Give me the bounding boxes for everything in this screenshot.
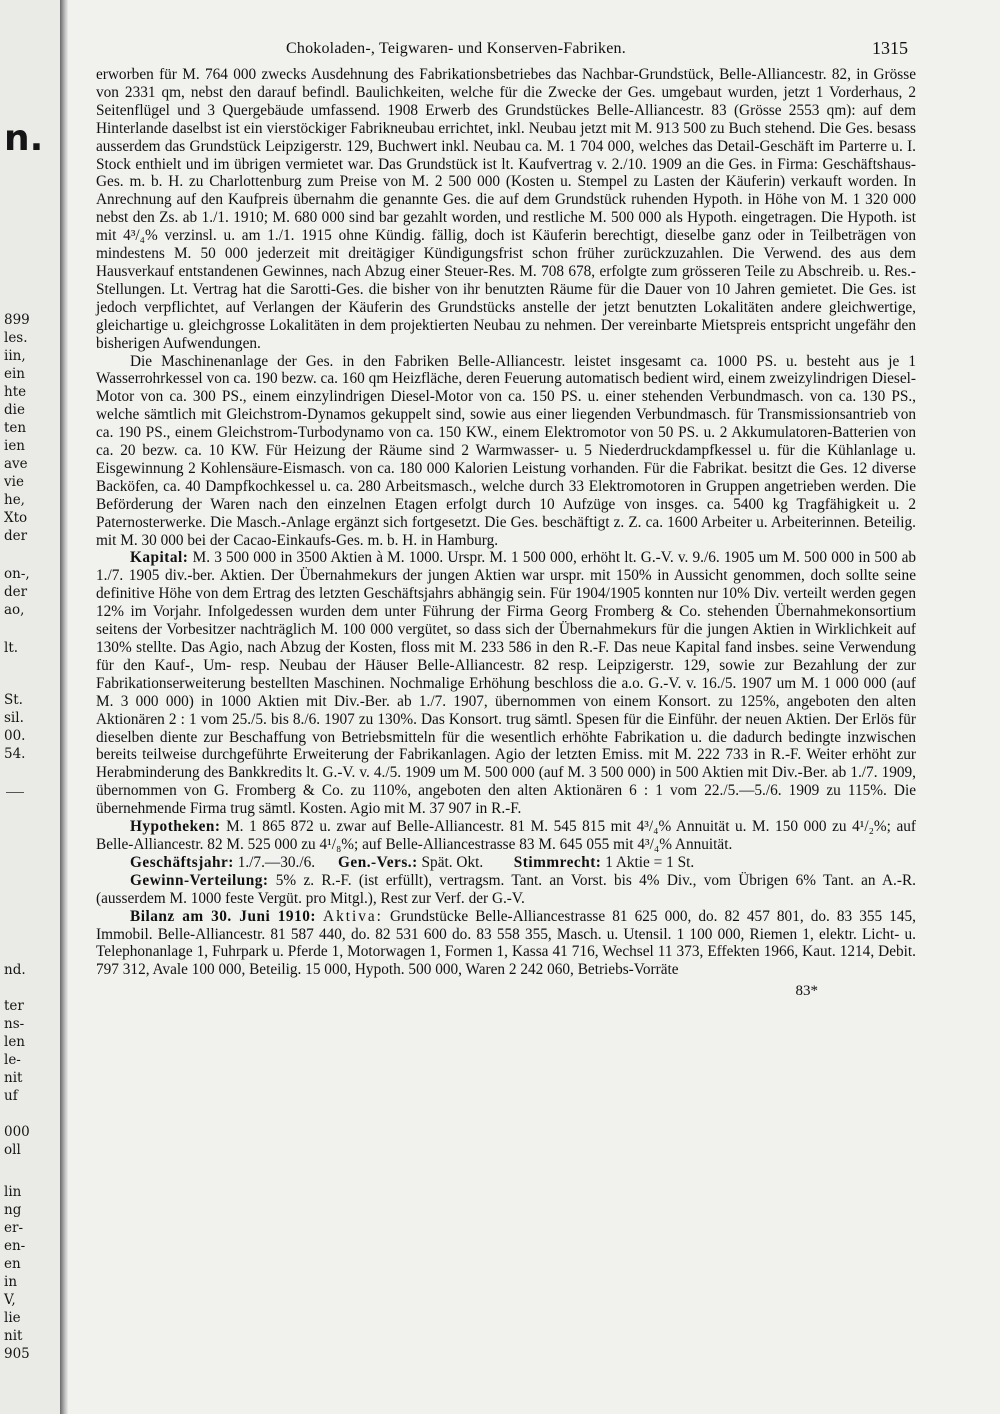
gutter-text: en- xyxy=(4,1238,26,1254)
gutter-text: ein xyxy=(4,366,26,382)
gutter-text: 905 xyxy=(4,1346,30,1362)
gutter-text: lie xyxy=(4,1310,21,1326)
section-heading: Gen.-Vers.: xyxy=(338,853,418,871)
paragraph-capital xyxy=(96,549,916,818)
balance-label: Aktiva: xyxy=(323,907,383,925)
paragraph-balance-sheet xyxy=(96,908,916,980)
gutter-text: 00. xyxy=(4,728,26,744)
body-text xyxy=(96,66,916,979)
gutter-text: ten xyxy=(4,420,27,436)
section-heading: Hypotheken: xyxy=(130,818,221,836)
paragraph-text: M. 3 500 000 in 3500 Aktien à M. 1000. Urspr. M. 1 500 000, erhöht lt. G.-V. v. 9./6. 1905 um M. 500 000 in 500 ab 1./7. 1905 div.-ber. Aktien. Der Übernahmekurs der jungen Aktien war urspr. mit 150% in Aussicht genommen, doch sollte seine definitive Höhe von dem Ertrag des letzten Geschäftsjahrs abhängig sein. Für 1904/1905 konnten nur 10% Div. verteilt werden gegen 12% im Vorjahr. Infolgedessen wurden dem unter Führung der Firma Georg Fromberg & Co. stehenden Übernahmekonsortium seitens der Vorbesitzer nachträglich M. 100 000 vergütet, so dass sich der Übernahmekurs für die jungen Aktien in Wirklichkeit auf 130% stellte. Das Agio, nach Abzug der Kosten, floss mit M. 233 586 in den R.-F. Das neue Kapital fand insbes. seine Verwendung für den Kauf-, Um- resp. Neubau der Häuser Belle-Alliancestr. 82 resp. Leipzigerstr. 129, sowie zur Bezahlung der zur Fabrikationserweiterung bestellten Maschinen. Nochmalige Erhöhung beschloss die a.o. G.-V. v. 16./5. 1907 um M. 1 000 000 (auf M. 3 000 000) in 1000 Aktien mit Div.-Ber. ab 1./7. 1907, übernommen von einem Konsort. zu 125%, angeboten den alten Aktionären 2 : 1 vom 25./5. bis 8./6. 1907 zu 130%. Das Konsort. trug sämtl. Spesen für die Einführ. der neuen Aktien. Der Erlös für dieselben diente zur Beschaffung von Betriebsmitteln für die wesentlich erhöhte Fabrikation u. die dadurch bedingte inzwischen bereits teilweise durchgeführte Erweiterung der Fabrikanlagen. Agio der letzten Emiss. mit M. 222 733 in R.-F. Weiter erhöht zur Herabminderung des Bankkredits lt. G.-V. v. 4./5. 1909 um M. 500 000 (auf M. 3 500 000) in 500 Aktien mit Div.-Ber. ab 1./7. 1909, übernommen von G. Fromberg & Co. zu 110%, angeboten den alten Aktionären 6 : 1 vom 22./5.—5./6. 1909 zu 115%. Die übernehmende Firma trug sämtl. Kosten. Agio mit M. 37 907 in R.-F. xyxy=(96,549,917,818)
gutter-text: nit xyxy=(4,1328,23,1344)
gutter-text: ao, xyxy=(4,602,25,618)
paragraph-mortgages xyxy=(96,818,916,854)
gutter-text: 54. xyxy=(4,746,26,762)
gutter-text: nd. xyxy=(4,962,26,978)
paragraph-text: M. 1 865 872 u. zwar auf Belle-Alliancestr. 81 M. 545 815 mit 4³/₄% Annuität u. M. 150 000 zu 4¹/₂%; auf Belle-Alliancestr. 82 M. 525 000 zu 4¹/₈%; auf Belle-Alliancestrasse 83 M. 645 055 mit 4³/₄% Annuität. xyxy=(96,818,917,853)
section-heading: Geschäftsjahr: xyxy=(130,853,234,871)
section-heading: Kapital: xyxy=(130,549,189,567)
gutter-text: he, xyxy=(4,492,25,508)
paragraph-text: erworben für M. 764 000 zwecks Ausdehnung des Fabrikationsbetriebes das Nachbar-Grundstück, Belle-Alliancestr. 82, in Grösse von 2331 qm, nebst den darauf befindl. Baulichkeiten, welche für die Zwecke der Ges. umgebaut wurden, jetzt 1 Vorderhaus, 2 Seitenflügel und 3 Quergebäude umfassend. 1908 Erwerb des Grundstückes Belle-Alliancestr. 83 (Grösse 2553 qm): auf dem Hinterlande daselbst ist ein vierstöckiger Fabrikneubau errichtet, inkl. Neubau jetzt mit M. 913 500 zu Buch stehend. Die Ges. besass ausserdem das Grundstück Leipzigerstr. 129, Buchwert inkl. Neubau ca. M. 1 704 000, welches das Detail-Geschäft im Parterre u. I. Stock enthielt und im übrigen vermietet war. Das Grundstück ist lt. Kaufvertrag v. 2./10. 1909 an die Ges. in Firma: Geschäftshaus-Ges. m. b. H. zu Charlottenburg zum Preise von M. 2 500 000 (Kosten u. Stempel zu Lasten der Käuferin) verkauft worden. In Anrechnung auf den Kaufpreis übernahm die genannte Ges. die auf dem Grundstück ruhenden Hypoth. in Höhe von M. 1 320 000 nebst den Zs. ab 1./1. 1910; M. 680 000 sind bar gezahlt worden, und restliche M. 500 000 als Hypoth. eingetragen. Die Hypoth. ist mit 4³/₄% verzinsl. u. am 1./1. 1915 ohne Kündig. fällig, doch ist Käuferin berechtigt, dieselbe ganz oder in Teilbeträgen von mindestens M. 50 000 jederzeit mit dreitägiger Kündigungsfrist schon früher zurückzuzahlen. Die Verwend. des aus dem Hausverkauf entstandenen Gewinnes, nach Abzug einer Steuer-Res. M. 708 678, erfolgte zum grösseren Teile zu Abschreib. u. Res.-Stellungen. Lt. Vertrag hat die Sarotti-Ges. die bisher von ihr benutzten Räume für die Dauer von 10 Jahren gemietet. Die Ges. ist jedoch verpflichtet, auf Verlangen der Käuferin des Grundstücks anstelle der jetzt benutzten Lokalitäten andere gleichwertige, gleichartige u. gleichgrosse Lokalitäten in dem projektierten Neubau zu nehmen. Der vereinbarte Mietspreis entspricht ungefähr den bisherigen Aufwendungen. xyxy=(96,66,916,352)
gutter-text: sil. xyxy=(4,710,24,726)
gutter-text: St. xyxy=(4,692,23,708)
gutter-text: lin xyxy=(4,1184,22,1200)
section-heading: Gewinn-Verteilung: xyxy=(130,871,269,889)
gutter-text: on-, xyxy=(4,566,30,582)
gutter-text: der xyxy=(4,528,28,544)
gutter-text: n. xyxy=(4,118,44,159)
paragraph-text: 1 Aktie = 1 St. xyxy=(605,853,695,871)
paragraph-fiscal-year xyxy=(96,854,916,872)
paragraph-text: Spät. Okt. xyxy=(421,853,484,871)
gutter-text: le- xyxy=(4,1052,21,1068)
gutter-text: V, xyxy=(4,1292,16,1308)
gutter-text: ter xyxy=(4,998,24,1014)
gutter-text: les. xyxy=(4,330,28,346)
gutter-text: in xyxy=(4,1274,18,1290)
gutter-text: die xyxy=(4,402,25,418)
gutter-text: lt. xyxy=(4,640,19,656)
gutter-text: der xyxy=(4,584,28,600)
gutter-text: Xto xyxy=(4,510,28,526)
gutter-text: ng xyxy=(4,1202,22,1218)
paragraph-machinery xyxy=(96,353,916,550)
paragraph-text: Die Maschinenanlage der Ges. in den Fabriken Belle-Alliancestr. leistet insgesamt ca. 1000 PS. u. besteht aus je 1 Wasserrohrkessel von ca. 190 bezw. ca. 160 qm Heizfläche, deren Feuerung automatisch bedient wird, einem zweizylindrigen Diesel-Motor von ca. 300 PS., einem einzylindrigen Diesel-Motor von ca. 150 PS. u. einer stehenden Verbundmasch. von ca. 130 PS., welche sämtlich mit Gleichstrom-Dynamos gekuppelt sind, sowie aus einer liegenden Verbundmasch. für Transmissionsantrieb von ca. 190 PS., einem Gleichstrom-Turbodynamo von ca. 150 KW., einem Elektromotor von 50 PS. u. 2 Akkumulatoren-Batterien von ca. 20 bezw. ca. 10 KW. Für Heizung der Räume sind 2 Warmwasser- u. 5 Niederdruckdampfkessel u. für die Kühlanlage u. Eisgewinnung 2 Kohlensäure-Eismasch. von ca. 180 000 Kalorien Leistung vorhanden. Für die Fabrikat. besitzt die Ges. 12 diverse Backöfen, ca. 40 Dampfkochkessel u. ca. 280 Arbeitsmasch., welche durch 33 Elektromotoren in Gruppen angetrieben werden. Die Beförderung der Waren nach den einzelnen Etagen erfolgt durch 10 Aufzüge von insges. ca. 5400 kg Tragfähigkeit u. 2 Paternosterwerke. Die Masch.-Anlage ergänzt sich fortgesetzt. Die Ges. beschäftigt z. Z. ca. 1600 Arbeiter u. Arbeiterinnen. Beteilig. mit M. 30 000 bei der Cacao-Einkaufs-Ges. m. b. H. in Hamburg. xyxy=(96,352,916,549)
section-heading: Stimmrecht: xyxy=(513,853,602,871)
gutter-text: uf xyxy=(4,1088,18,1104)
paragraph-text: 1./7.—30./6. xyxy=(237,853,316,871)
gutter-text: ien xyxy=(4,438,26,454)
paragraph-text: Grundstücke Belle-Alliancestrasse 81 625 000, do. 82 457 801, do. 83 355 145, Immobil. Belle-Alliancestr. 81 587 440, do. 82 531 600 do. 83 558 355, Masch. u. Utensil. 1 100 000, Riemen 1, elektr. Licht- u. Telephonanlage 1, Fuhrpark u. Pferde 1, Motorwagen 1, Formen 1, Kassa 41 716, Wechsel 11 373, Effekten 1966, Kaut. 1214, Debit. 797 312, Avale 100 000, Beteilig. 15 000, Hypoth. 500 000, Waren 2 242 060, Betriebs-Vorräte xyxy=(96,907,917,979)
gutter-rule xyxy=(6,792,24,793)
gutter-text: er- xyxy=(4,1220,24,1236)
gutter-text: iin, xyxy=(4,348,26,364)
gutter-text: len xyxy=(4,1034,26,1050)
running-head xyxy=(96,30,916,66)
gutter-text: vie xyxy=(4,474,24,490)
adjacent-page-margin xyxy=(0,0,68,1414)
gutter-text: 899 xyxy=(4,312,30,328)
page-number: 1315 xyxy=(872,38,908,58)
paragraph-profit-distribution xyxy=(96,872,916,908)
gutter-text: en xyxy=(4,1256,21,1272)
section-heading: Bilanz am 30. Juni 1910: xyxy=(130,907,316,925)
page-fold-shadow xyxy=(60,0,68,1414)
gutter-text: ns- xyxy=(4,1016,25,1032)
paragraph-text: 5% z. R.-F. (ist erfüllt), vertragsm. Tant. an Vorst. bis 4% Div., vom Übrigen 6% Tant. an A.-R. (ausserdem M. 1000 feste Vergüt. pro Mitgl.), Rest zur Verf. der G.-V. xyxy=(96,871,916,907)
gutter-text: hte xyxy=(4,384,27,400)
gutter-text: ave xyxy=(4,456,28,472)
gutter-text: 000 xyxy=(4,1124,30,1140)
gutter-text: oll xyxy=(4,1142,21,1158)
document-page xyxy=(96,30,916,1000)
gutter-text: nit xyxy=(4,1070,23,1086)
running-title: Chokoladen-, Teigwaren- und Konserven-Fabriken. xyxy=(286,40,626,57)
paragraph-property xyxy=(96,66,916,353)
signature-mark: 83* xyxy=(795,983,818,1000)
